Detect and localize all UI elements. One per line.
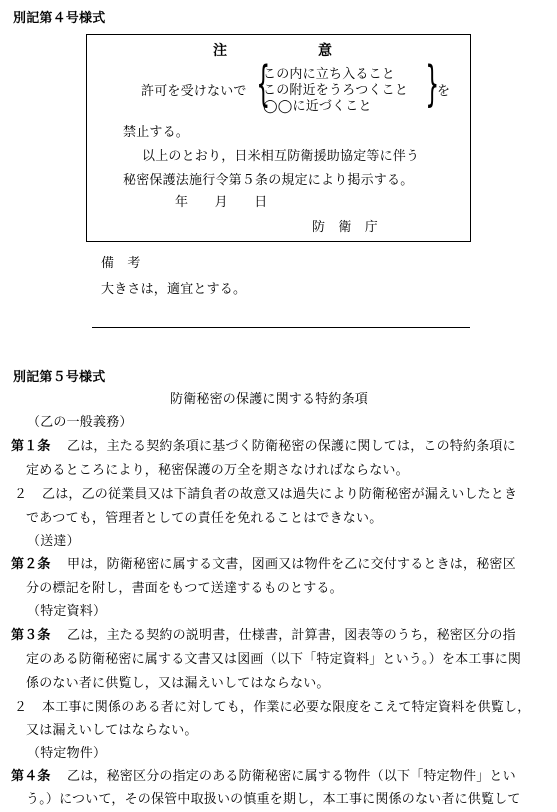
section-divider — [92, 327, 470, 328]
notice-basis-line-1: 以上のとおり，日米相互防衛援助協定等に伴う — [142, 149, 420, 164]
article-4-line-2: う。）について，その保管中取扱いの慎重を期し，本工事に関係のない者に供覧して — [26, 792, 521, 807]
notice-suffix: を — [437, 84, 451, 99]
notice-agency: 防 衛 庁 — [312, 220, 379, 235]
notice-title-char-1: 注 — [213, 43, 228, 59]
article-3-para-2-line-2: 又は漏えいしてはならない。 — [26, 723, 198, 738]
left-brace: { — [256, 56, 271, 112]
article-3-line-3: 係のない者に供覧し，又は漏えいしてはならない。 — [26, 676, 330, 691]
article-1-para-2-line-2: であつても，管理者としての責任を免れることはできない。 — [26, 511, 383, 526]
notice-prefix: 許可を受けないで — [141, 84, 247, 99]
form4-label: 別記第４号様式 — [13, 11, 106, 26]
notice-option-3: ◯◯に近づくこと — [263, 99, 372, 114]
article-3-para-2-number: ２ — [14, 700, 28, 715]
heading-specific-goods: （特定物件） — [27, 746, 107, 761]
article-1-number: 第１条 — [11, 439, 51, 454]
heading-specific-materials: （特定資料） — [27, 604, 107, 619]
right-brace: } — [425, 56, 440, 112]
article-2-line-1: 甲は，防衛秘密に属する文書，図画又は物件を乙に交付するときは，秘密区 — [67, 557, 516, 572]
article-3-para-2-line-1: 本工事に関係のある者に対しても，作業に必要な限度をこえて特定資料を供覧し， — [42, 700, 531, 715]
remarks-title: 備 考 — [101, 256, 141, 271]
article-1-para-2-line-1: 乙は，乙の従業員又は下請負者の故意又は過失により防衛秘密が漏えいしたとき — [42, 487, 518, 502]
form5-label: 別記第５号様式 — [13, 370, 106, 385]
article-2-line-2: 分の標記を附し，書面をもつて送達するものとする。 — [26, 581, 343, 596]
notice-date: 年 月 日 — [175, 195, 268, 210]
article-1-para-2-number: ２ — [14, 487, 28, 502]
article-3-number: 第３条 — [11, 628, 51, 643]
notice-title-char-2: 意 — [318, 43, 333, 59]
notice-option-2: この附近をうろつくこと — [263, 83, 409, 98]
article-4-line-1: 乙は，秘密区分の指定のある防衛秘密に属する物件（以下「特定物件」とい — [67, 769, 516, 784]
article-1-line-2: 定めるところにより，秘密保護の万全を期さなければならない。 — [26, 463, 409, 478]
article-3-line-2: 定のある防衛秘密に属する文書又は図画（以下「特定資料」という。）を本工事に関 — [26, 652, 522, 667]
article-3-line-1: 乙は，主たる契約の説明書，仕様書，計算書，図表等のうち，秘密区分の指 — [67, 628, 516, 643]
article-2-number: 第２条 — [11, 557, 51, 572]
article-1-line-1: 乙は，主たる契約条項に基づく防衛秘密の保護に関しては，この特約条項に — [67, 439, 516, 454]
remarks-text: 大きさは，適宜とする。 — [101, 282, 247, 297]
notice-option-1: この内に立ち入ること — [263, 67, 396, 82]
form5-title: 防衛秘密の保護に関する特約条項 — [170, 392, 369, 407]
heading-delivery: （送達） — [27, 534, 80, 549]
notice-basis-line-2: 秘密保護法施行令第５条の規定により掲示する。 — [123, 173, 414, 188]
notice-prohibit: 禁止する。 — [123, 125, 190, 140]
article-4-number: 第４条 — [11, 769, 51, 784]
heading-general-obligation: （乙の一般義務） — [27, 415, 133, 430]
